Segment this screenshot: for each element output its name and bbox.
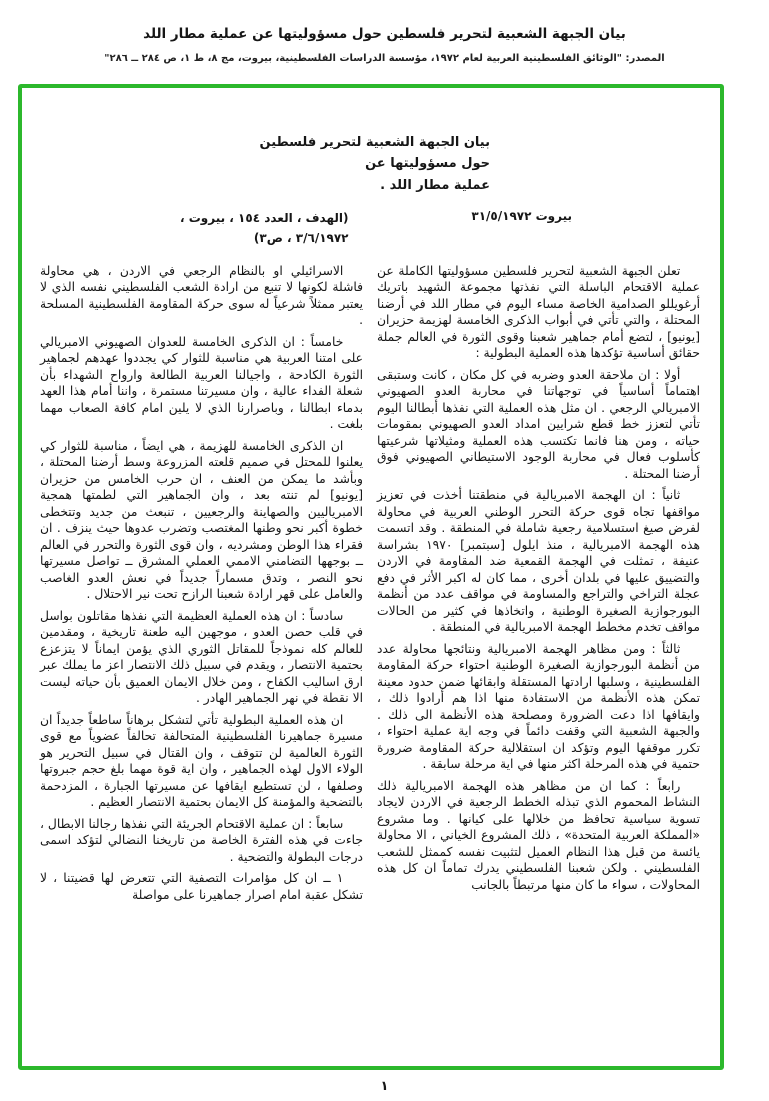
body-columns	[22, 248, 720, 909]
paragraph-third: ثالثاً : ومن مظاهر الهجمة الامبريالية ونتائجها محاولة عدد من أنظمة البورجوازية الصغيرة الوطنية احتواء حركة المقاومة الفلسطينية ، وسلبها ارادتها المستقلة وابقائها ضمن حدود معينة تمكن هذه الأنظمة من الاستفادة منها اذا هم أرادوا ذلك ، وايقافها اذا دعت الضرورة ومصلحة هذه الأنظمة الى ذلك . والجبهة الشعبية التي وقفت دائماً في وجه اية عملية احتواء ، تكرر موقفها اليوم وتؤكد ان استقلالية حركة المقاومة ضرورة حتمية في هذه المرحلة اكثر منها في اية مرحلة سابقة .	[377, 641, 700, 772]
document-title-line1: بيان الجبهة الشعبية لتحرير فلسطين حول مسؤوليتها عن	[259, 135, 490, 172]
paragraph-fourth-cont: الاسرائيلي او بالنظام الرجعي في الاردن ، هي محاولة فاشلة لكونها لا تنبع من ارادة الشعب الفلسطيني نفسه الذي لا يعتبر ممثلاً شرعياً له سوى حركة المقاومة الفلسطينية المسلحة .	[40, 263, 363, 328]
citation	[180, 209, 349, 247]
citation-line2: ٣/٦/١٩٧٢ ، ص٣)	[253, 230, 349, 245]
paragraph-intro: تعلن الجبهة الشعبية لتحرير فلسطين مسؤوليتها الكاملة عن عملية الاقتحام الباسلة التي نفذتها مجموعة الشهيد باتريك أرغويللو الصدامية الخاصة مساء اليوم في مطار اللد في أرضنا المحتلة ، والتي تأتي في أبواب الذكرى الخامسة لهزيمة حزيران [يونيو] ، لتضع أمام جماهير شعبنا وقوى الثورة في العالم جملة حقائق أساسية تؤكدها هذه العملية البطولية :	[377, 263, 700, 361]
paragraph-item-1: ١ ــ ان كل مؤامرات التصفية التي تتعرض لها قضيتنا ، لا تشكل عقبة امام اصرار جماهيرنا على مواصلة	[40, 871, 363, 902]
page-header	[0, 0, 769, 64]
document-title-line2: عملية مطار اللد .	[380, 177, 490, 193]
column-left	[40, 263, 363, 909]
paragraph-fifth: خامساً : ان الذكرى الخامسة للعدوان الصهيوني الامبريالي على امتنا العربية هي مناسبة للثوار كي يجددوا عهدهم لجماهير الثورة الكادحة ، واجيالنا العربية الطالعة وارواح الشهداء بأن شعلة الفداء عالية ، وان مسيرتنا مستمرة ، واننا أمام هذا العهد بدماء ابطالنا ، وباصرارنا الذي لا يلين امام كافة الصعاب مهما بلغت .	[40, 334, 363, 432]
header-title: بيان الجبهة الشعبية لتحرير فلسطين حول مسؤوليتها عن عملية مطار اللد	[143, 26, 626, 42]
paragraph-fourth: رابعاً : كما ان من مظاهر هذه الهجمة الامبريالية ذلك النشاط المحموم الذي تبذله الخطط الرجعية في الاردن لايجاد تسوية سياسية تحافظ من خلالها على كيانها . وما مشروع «المملكة العربية المتحدة» ، ذلك المشروع الخياني ، الا محاولة يائسة من قبل هذا النظام العميل لتثبيت نفسه كممثل للشعب الفلسطيني . ولكن شعبنا الفلسطيني يدرك تماماً ان كل هذه المحاولات ، سواء ما كان منها مرتبطاً بالجانب	[377, 778, 700, 892]
page-number: ١	[380, 1079, 389, 1094]
place-date: بيروت ٣١/٥/١٩٧٢	[471, 209, 572, 224]
column-right	[377, 263, 700, 909]
paragraph-sixth-b: ان هذه العملية البطولية تأتي لتشكل برهاناً ساطعاً جديداً ان مسيرة جماهيرنا الفلسطينية المتحالفة تحالفاً عضوياً مع قوى الثورة العالمية لن تتوقف ، وان القتال في سبيل التحرير هو الولاء الاول لهذه الجماهير ، وان اية قوة مهما بلغ حجم جبروتها وصلفها ، لن تستطيع ايقافها عن مسيرتها الجبارة ، المزدحمة بالتضحية والمؤمنة كل الايمان بحتمية الانتصار العظيم .	[40, 712, 363, 810]
paragraph-first: أولا : ان ملاحقة العدو وضربه في كل مكان ، كانت وستبقى اهتماماً أساسياً في توجهاتنا في محاربة العدو الصهيوني الامبريالي الرجعي . ان مثل هذه العملية التي نفذها أبطالنا اليوم تأتي لتعزز خط قطع شرايين امداد العدو الصهيوني بمقومات حياته ، ومن هنا فانما تكتسب هذه العملية ومثيلاتها شرعيتها كأسلوب فعال في محاربة الوجود الاستيطاني الصهيوني فوق أرضنا المحتلة .	[377, 367, 700, 481]
paragraph-fifth-b: ان الذكرى الخامسة للهزيمة ، هي ايضاً ، مناسبة للثوار كي يعلنوا للمحتل في صميم قلعته المزروعة وسط أرضنا المحتلة ، وبأشد ما يمكن من العنف ، ان حرب الخامس من حزيران [يونيو] لم تنته بعد ، وان الجماهير التي لطمتها همجية الامبرياليين والصهاينة والرجعيين ، تنبعث من جديد وتتخطى خطوة أكبر نحو وطنها المغتصب وتضرب عدوها حيث ينزف . ان فقراء هذا الوطن ومشرديه ، وان قوى الثورة والتحرر في العالم ــ بوجهها التضامني الاممي العملي المشرق ــ تواصل مسيرتها نحو النصر ، وتدق مسماراً جديداً في نعش العدو الغاصب والعامل على قهر ارادة شعبنا الرازح تحت نير الاحتلال .	[40, 438, 363, 602]
header-source: المصدر: "الوثائق الفلسطينية العربية لعام ١٩٧٢، مؤسسة الدراسات الفلسطينية، بيروت، مج ٨، ط ١، ص ٢٨٤ ــ ٢٨٦"	[104, 53, 665, 64]
paragraph-second: ثانياً : ان الهجمة الامبريالية في منطقتنا أخذت في تعزيز مواقفها تجاه قوى حركة التحرر الوطني العربية في محاولة لفرض صيغ استسلامية رجعية شاملة في المنطقة . وقد اتسمت هذه الهجمة الامبريالية ، منذ ايلول [سبتمبر] ١٩٧٠ بشراسة عنيفة ، تمثلت في الهجمة القمعية ضد المقاومة في الاردن والتضييق عليها في بلدان أخرى ، مما كان له اكبر الأثر في دفع عجلة التراخي والتراجع والمساومة في مواقف عدد من أنظمة البورجوازية الصغيرة الوطنية ، واتخاذها في كثير من الحالات مواقف تخدم مخطط الهجمة الامبريالية في المنطقة .	[377, 488, 700, 635]
paragraph-seventh: سابعاً : ان عملية الاقتحام الجريئة التي نفذها رجالنا الابطال ، جاءت في هذه الفترة الخاصة من تاريخنا النضالي لتؤكد اسمى درجات البطولة والتضحية .	[40, 816, 363, 864]
paragraph-sixth: سادساً : ان هذه العملية العظيمة التي نفذها مقاتلون بواسل في قلب حصن العدو ، موجهين اليه طعنة تاريخية ، ومقدمين للعالم كله نموذجاً للمقاتل الثوري الذي يؤمن ايماناً لا يتزعزع بحتمية الانتصار ، ويقدم في سبيل ذلك الانتصار اعز ما يملك عبر ارق اساليب الكفاح ، ومن خلال الايمان العميق بأن حياته ليست الا نقطة في نهر الجماهير الهادر .	[40, 608, 363, 706]
citation-line1: (الهدف ، العدد ١٥٤ ، بيروت ،	[180, 211, 349, 226]
document-title	[252, 132, 490, 196]
document-frame	[18, 84, 724, 1070]
dateline	[22, 209, 720, 247]
